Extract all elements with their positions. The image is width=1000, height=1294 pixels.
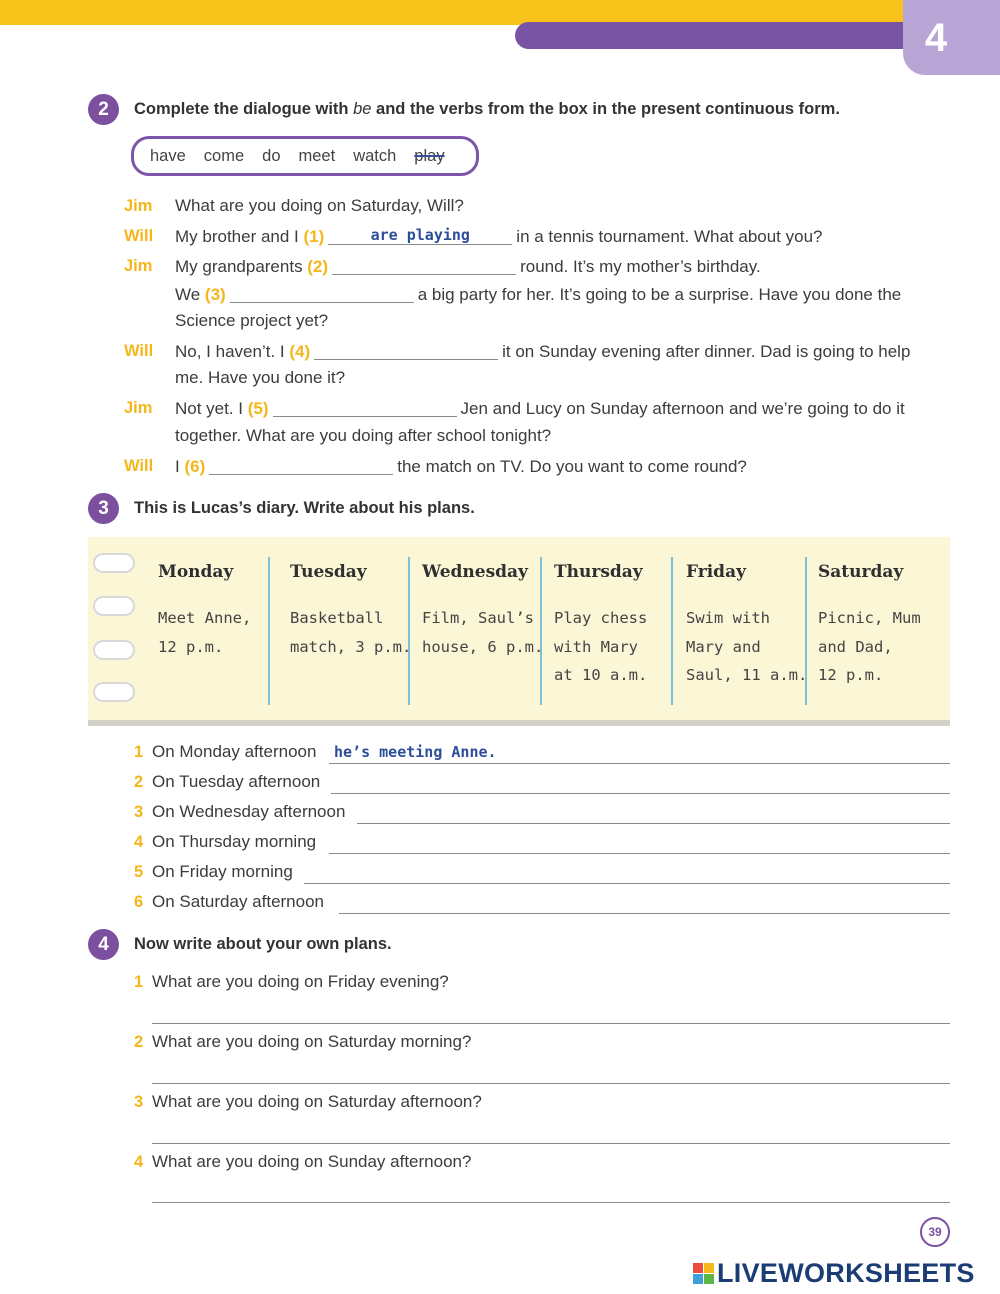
answer-line[interactable]: [152, 1143, 950, 1144]
diary-entry-saturday: Picnic, Mum and Dad, 12 p.m.: [818, 609, 921, 684]
diary-entry-friday: Swim with Mary and Saul, 11 a.m.: [686, 609, 808, 684]
question-number: 6: [134, 893, 144, 911]
question-text: What are you doing on Saturday afternoon?: [152, 1092, 482, 1111]
speaker-label: Will: [124, 342, 154, 360]
diary-ring: [93, 682, 135, 702]
question-text: On Wednesday afternoon: [152, 802, 346, 821]
dialogue-line: What are you doing on Saturday, Will?: [175, 196, 464, 215]
exercise-2-number: 2: [88, 94, 119, 125]
exercise-3-number: 3: [88, 493, 119, 524]
question-number: 3: [134, 803, 144, 821]
diary-day-monday: Monday: [158, 562, 234, 582]
question-text: On Saturday afternoon: [152, 892, 325, 911]
answer-line[interactable]: [152, 1023, 950, 1024]
diary-ring: [93, 640, 135, 660]
liveworksheets-icon: [693, 1263, 714, 1284]
speaker-label: Will: [124, 227, 154, 245]
diary-entry-tuesday: Basketball match, 3 p.m.: [290, 609, 412, 656]
answer-line[interactable]: [357, 823, 950, 824]
answer-blank-5[interactable]: [273, 398, 457, 417]
answer-line[interactable]: [331, 793, 950, 794]
question-number: 1: [134, 743, 144, 761]
dialogue-line: My brother and I (1) are playing in a tennis tournament. What about you?: [175, 226, 823, 246]
word-watch: watch: [353, 146, 397, 165]
answer-blank-1[interactable]: [328, 226, 512, 245]
answer-blank-3[interactable]: [230, 284, 414, 303]
answer-blank-4[interactable]: [314, 341, 498, 360]
question-text: On Friday morning: [152, 862, 293, 881]
question-number: 1: [134, 973, 144, 991]
answer-line[interactable]: [152, 1083, 950, 1084]
answer-line[interactable]: [339, 913, 950, 914]
question-text: What are you doing on Sunday afternoon?: [152, 1152, 472, 1171]
question-number: 3: [134, 1093, 144, 1111]
speaker-label: Will: [124, 457, 154, 475]
dialogue-line: Not yet. I (5) Jen and Lucy on Sunday afternoon and we’re going to do it: [175, 399, 905, 418]
diary-edge: [88, 720, 950, 726]
speaker-label: Jim: [124, 399, 153, 417]
question-text: What are you doing on Saturday morning?: [152, 1032, 472, 1051]
dialogue-line: I (6) the match on TV. Do you want to come round?: [175, 457, 747, 476]
diary-entry-wednesday: Film, Saul’s house, 6 p.m.: [422, 609, 544, 656]
word-play-struck: play: [414, 146, 445, 165]
diary-day-thursday: Thursday: [554, 562, 643, 582]
question-number: 5: [134, 863, 144, 881]
dialogue-line: together. What are you doing after school tonight?: [175, 426, 552, 445]
answer-line[interactable]: [304, 883, 950, 884]
answer-line[interactable]: [329, 853, 950, 854]
question-number: 4: [134, 1153, 144, 1171]
diary-ring: [93, 596, 135, 616]
answer-line[interactable]: [152, 1202, 950, 1203]
diary-day-wednesday: Wednesday: [422, 562, 528, 582]
word-come: come: [203, 146, 245, 165]
speaker-label: Jim: [124, 257, 153, 275]
dialogue-line: No, I haven’t. I (4) it on Sunday evening after dinner. Dad is going to help: [175, 342, 911, 361]
dialogue-line: My grandparents (2) round. It’s my mother’s birthday.: [175, 257, 761, 276]
dialogue-line: We (3) a big party for her. It’s going to be a surprise. Have you done the: [175, 285, 902, 304]
diary-entry-thursday: Play chess with Mary at 10 a.m.: [554, 609, 648, 684]
exercise-4-instructions: Now write about your own plans.: [134, 935, 392, 953]
diary-day-saturday: Saturday: [818, 562, 904, 582]
exercise-4-number: 4: [88, 929, 119, 960]
page-number: 39: [920, 1217, 950, 1247]
word-do: do: [262, 146, 281, 165]
answer-blank-2[interactable]: [332, 256, 516, 275]
liveworksheets-wordmark: LIVEWORKSHEETS: [717, 1258, 975, 1288]
speaker-label: Jim: [124, 197, 153, 215]
question-text: On Tuesday afternoon: [152, 772, 321, 791]
dialogue-line: me. Have you done it?: [175, 368, 346, 387]
answer-line[interactable]: [329, 763, 950, 764]
diary-divider: [671, 557, 673, 705]
question-text: What are you doing on Friday evening?: [152, 972, 449, 991]
diary-day-friday: Friday: [686, 562, 746, 582]
exercise-3-instructions: This is Lucas’s diary. Write about his plans.: [134, 499, 475, 517]
exercise-2-instructions: Complete the dialogue with be and the verbs from the box in the present continuous form.: [134, 100, 840, 118]
word-have: have: [150, 146, 186, 165]
question-number: 2: [134, 773, 144, 791]
question-number: 2: [134, 1033, 144, 1051]
answer-1: are playing: [370, 226, 470, 244]
diary-entry-monday: Meet Anne, 12 p.m.: [158, 609, 252, 656]
question-text: On Thursday morning: [152, 832, 317, 851]
unit-number: 4: [924, 16, 948, 60]
diary-divider: [268, 557, 270, 705]
question-number: 4: [134, 833, 144, 851]
answer-blank-6[interactable]: [209, 456, 393, 475]
word-box: [131, 136, 479, 176]
liveworksheets-logo: [693, 1258, 975, 1289]
diary-day-tuesday: Tuesday: [290, 562, 367, 582]
answer-text: he’s meeting Anne.: [334, 743, 497, 761]
diary-ring: [93, 553, 135, 573]
dialogue-line: Science project yet?: [175, 311, 329, 330]
word-meet: meet: [298, 146, 336, 165]
question-text: On Monday afternoon: [152, 742, 317, 761]
